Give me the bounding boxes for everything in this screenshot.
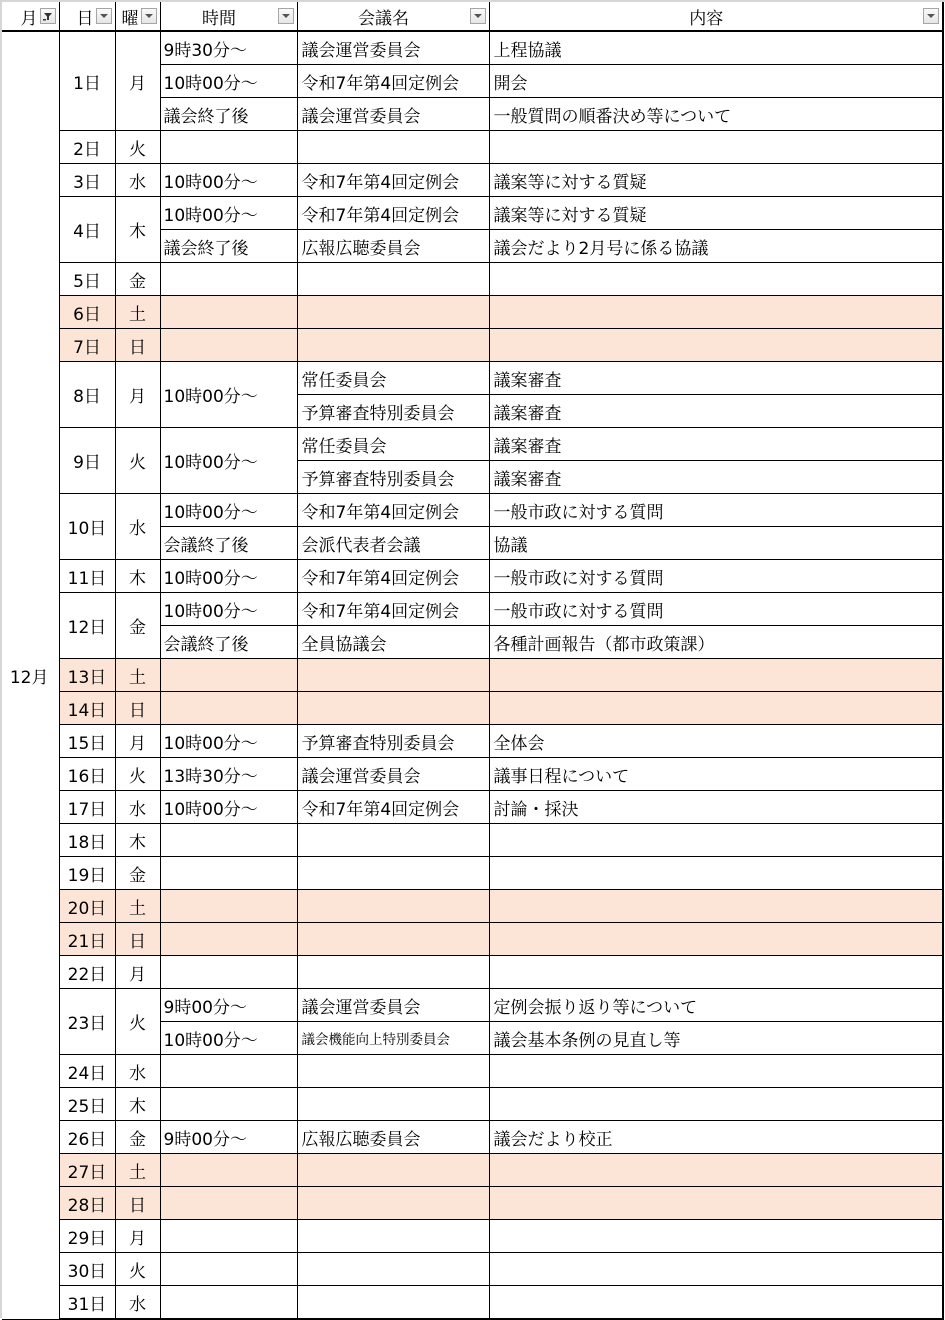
content-cell[interactable]	[489, 692, 943, 725]
meeting-name-cell[interactable]: 広報広聴委員会	[297, 230, 489, 263]
time-cell[interactable]	[160, 1154, 297, 1187]
meeting-name-cell[interactable]	[297, 1253, 489, 1286]
meeting-name-cell[interactable]: 令和7年第4回定例会	[297, 593, 489, 626]
day-cell[interactable]: 4日	[59, 197, 115, 263]
header-row	[2, 2, 943, 31]
dropdown-arrow-icon[interactable]	[923, 8, 939, 24]
time-cell[interactable]	[160, 329, 297, 362]
content-cell[interactable]: 議会だより2月号に係る協議	[489, 230, 943, 263]
table-row	[2, 1253, 943, 1286]
day-cell[interactable]: 29日	[59, 1220, 115, 1253]
content-cell[interactable]	[489, 296, 943, 329]
content-cell[interactable]	[489, 1286, 943, 1320]
meeting-name-cell[interactable]	[297, 857, 489, 890]
content-cell[interactable]: 一般質問の順番決め等について	[489, 98, 943, 131]
column-header-day	[59, 2, 115, 31]
table-row	[2, 560, 943, 593]
weekday-cell[interactable]: 月	[115, 31, 160, 131]
time-cell[interactable]	[160, 692, 297, 725]
content-cell[interactable]	[489, 329, 943, 362]
weekday-cell[interactable]: 火	[115, 1253, 160, 1286]
meeting-name-cell[interactable]: 議会運営委員会	[297, 31, 489, 65]
time-cell[interactable]	[160, 956, 297, 989]
time-cell[interactable]	[160, 1286, 297, 1320]
filter-active-icon[interactable]	[40, 8, 56, 24]
weekday-cell[interactable]: 水	[115, 164, 160, 197]
content-cell[interactable]	[489, 1253, 943, 1286]
content-cell[interactable]: 定例会振り返り等について	[489, 989, 943, 1022]
table-row	[2, 956, 943, 989]
table-row	[2, 725, 943, 758]
table-row	[2, 923, 943, 956]
content-cell[interactable]: 議会だより校正	[489, 1121, 943, 1154]
content-cell[interactable]	[489, 1187, 943, 1220]
meeting-name-cell[interactable]: 令和7年第4回定例会	[297, 494, 489, 527]
meeting-name-cell[interactable]	[297, 659, 489, 692]
column-label: 月	[20, 8, 38, 29]
weekday-cell[interactable]: 金	[115, 593, 160, 659]
weekday-cell[interactable]: 月	[115, 362, 160, 428]
time-cell[interactable]	[160, 1253, 297, 1286]
weekday-cell[interactable]: 金	[115, 263, 160, 296]
day-cell[interactable]: 20日	[59, 890, 115, 923]
column-label: 時間	[202, 8, 236, 29]
weekday-cell[interactable]: 火	[115, 989, 160, 1055]
weekday-cell[interactable]: 金	[115, 1121, 160, 1154]
time-cell[interactable]	[160, 131, 297, 164]
meeting-name-cell[interactable]: 令和7年第4回定例会	[297, 197, 489, 230]
day-cell[interactable]: 28日	[59, 1187, 115, 1220]
time-cell[interactable]: 議会終了後	[160, 230, 297, 263]
meeting-name-cell[interactable]	[297, 296, 489, 329]
time-cell[interactable]	[160, 1088, 297, 1121]
day-cell[interactable]: 18日	[59, 824, 115, 857]
time-cell[interactable]: 議会終了後	[160, 98, 297, 131]
table-row	[2, 362, 943, 395]
day-cell[interactable]: 16日	[59, 758, 115, 791]
day-cell[interactable]: 3日	[59, 164, 115, 197]
meeting-name-cell[interactable]: 予算審査特別委員会	[297, 395, 489, 428]
content-cell[interactable]: 一般市政に対する質問	[489, 560, 943, 593]
weekday-cell[interactable]: 水	[115, 494, 160, 560]
dropdown-arrow-icon[interactable]	[96, 8, 112, 24]
meeting-name-cell[interactable]: 広報広聴委員会	[297, 1121, 489, 1154]
content-cell[interactable]	[489, 1055, 943, 1088]
day-cell[interactable]: 7日	[59, 329, 115, 362]
table-row	[2, 131, 943, 164]
content-cell[interactable]: 討論・採決	[489, 791, 943, 824]
time-cell[interactable]: 10時00分～	[160, 494, 297, 527]
table-row	[2, 758, 943, 791]
day-cell[interactable]: 17日	[59, 791, 115, 824]
day-cell[interactable]: 13日	[59, 659, 115, 692]
day-cell[interactable]: 8日	[59, 362, 115, 428]
day-cell[interactable]: 14日	[59, 692, 115, 725]
day-cell[interactable]: 22日	[59, 956, 115, 989]
meeting-name-cell[interactable]: 令和7年第4回定例会	[297, 560, 489, 593]
content-cell[interactable]	[489, 890, 943, 923]
time-cell[interactable]: 10時00分～	[160, 197, 297, 230]
meeting-name-cell[interactable]: 全員協議会	[297, 626, 489, 659]
time-cell[interactable]: 10時00分～	[160, 725, 297, 758]
day-cell[interactable]: 27日	[59, 1154, 115, 1187]
weekday-cell[interactable]: 日	[115, 1187, 160, 1220]
table-row	[2, 1121, 943, 1154]
meeting-name-cell[interactable]	[297, 890, 489, 923]
meeting-name-cell[interactable]	[297, 956, 489, 989]
content-cell[interactable]: 議案審査	[489, 362, 943, 395]
weekday-cell[interactable]: 日	[115, 692, 160, 725]
content-cell[interactable]	[489, 923, 943, 956]
table-row	[2, 1286, 943, 1320]
content-cell[interactable]: 議事日程について	[489, 758, 943, 791]
column-header-content	[489, 2, 943, 31]
meeting-name-cell[interactable]	[297, 923, 489, 956]
content-cell[interactable]	[489, 1154, 943, 1187]
time-cell[interactable]	[160, 890, 297, 923]
weekday-cell[interactable]: 火	[115, 428, 160, 494]
content-cell[interactable]: 上程協議	[489, 31, 943, 65]
time-cell[interactable]	[160, 857, 297, 890]
table-row	[2, 890, 943, 923]
meeting-name-cell[interactable]	[297, 824, 489, 857]
content-cell[interactable]	[489, 1220, 943, 1253]
meeting-name-cell[interactable]: 議会運営委員会	[297, 758, 489, 791]
meeting-name-cell[interactable]: 予算審査特別委員会	[297, 461, 489, 494]
time-cell[interactable]: 会議終了後	[160, 626, 297, 659]
table-row	[2, 428, 943, 461]
meeting-name-cell[interactable]	[297, 1286, 489, 1320]
day-cell[interactable]: 2日	[59, 131, 115, 164]
content-cell[interactable]	[489, 824, 943, 857]
column-header-month	[2, 2, 59, 31]
column-label: 曜	[121, 8, 139, 29]
day-cell[interactable]: 1日	[59, 31, 115, 131]
time-cell[interactable]	[160, 824, 297, 857]
meeting-name-cell[interactable]	[297, 131, 489, 164]
time-cell[interactable]: 9時00分～	[160, 989, 297, 1022]
day-cell[interactable]: 25日	[59, 1088, 115, 1121]
meeting-name-cell[interactable]: 令和7年第4回定例会	[297, 65, 489, 98]
column-header-weekday	[115, 2, 160, 31]
meeting-name-cell[interactable]: 常任委員会	[297, 428, 489, 461]
time-cell[interactable]: 10時00分～	[160, 428, 297, 494]
time-cell[interactable]	[160, 659, 297, 692]
content-cell[interactable]: 一般市政に対する質問	[489, 593, 943, 626]
weekday-cell[interactable]: 土	[115, 659, 160, 692]
time-cell[interactable]: 10時00分～	[160, 362, 297, 428]
time-cell[interactable]: 10時00分～	[160, 791, 297, 824]
table-row	[2, 197, 943, 230]
content-cell[interactable]: 一般市政に対する質問	[489, 494, 943, 527]
content-cell[interactable]	[489, 956, 943, 989]
meeting-name-cell[interactable]	[297, 263, 489, 296]
time-cell[interactable]: 13時30分～	[160, 758, 297, 791]
day-cell[interactable]: 19日	[59, 857, 115, 890]
content-cell[interactable]: 議会基本条例の見直し等	[489, 1022, 943, 1055]
time-cell[interactable]	[160, 923, 297, 956]
meeting-name-cell[interactable]	[297, 329, 489, 362]
column-label: 日	[76, 8, 94, 29]
weekday-cell[interactable]: 日	[115, 329, 160, 362]
table-row	[2, 857, 943, 890]
content-cell[interactable]	[489, 857, 943, 890]
weekday-cell[interactable]: 木	[115, 197, 160, 263]
month-cell[interactable]: 12月	[2, 31, 59, 1319]
day-cell[interactable]: 31日	[59, 1286, 115, 1320]
table-row	[2, 824, 943, 857]
dropdown-arrow-icon[interactable]	[141, 8, 157, 24]
content-cell[interactable]	[489, 131, 943, 164]
weekday-cell[interactable]: 水	[115, 791, 160, 824]
table-row	[2, 1187, 943, 1220]
schedule-body	[2, 31, 943, 1319]
content-cell[interactable]: 議案等に対する質疑	[489, 197, 943, 230]
weekday-cell[interactable]: 火	[115, 758, 160, 791]
weekday-cell[interactable]: 月	[115, 956, 160, 989]
dropdown-arrow-icon[interactable]	[278, 8, 294, 24]
weekday-cell[interactable]: 水	[115, 1055, 160, 1088]
meeting-name-cell[interactable]: 常任委員会	[297, 362, 489, 395]
day-cell[interactable]: 24日	[59, 1055, 115, 1088]
content-cell[interactable]: 議案審査	[489, 395, 943, 428]
content-cell[interactable]	[489, 263, 943, 296]
day-cell[interactable]: 21日	[59, 923, 115, 956]
dropdown-arrow-icon[interactable]	[470, 8, 486, 24]
meeting-name-cell[interactable]: 会派代表者会議	[297, 527, 489, 560]
day-cell[interactable]: 26日	[59, 1121, 115, 1154]
column-label: 会議名	[358, 8, 409, 29]
table-row	[2, 1154, 943, 1187]
meeting-name-cell[interactable]: 令和7年第4回定例会	[297, 164, 489, 197]
council-schedule-table	[2, 2, 944, 1320]
time-cell[interactable]: 10時00分～	[160, 560, 297, 593]
column-label: 内容	[689, 8, 724, 29]
meeting-name-cell[interactable]: 令和7年第4回定例会	[297, 791, 489, 824]
day-cell[interactable]: 9日	[59, 428, 115, 494]
table-row	[2, 1088, 943, 1121]
content-cell[interactable]	[489, 1088, 943, 1121]
time-cell[interactable]	[160, 1055, 297, 1088]
meeting-name-cell[interactable]	[297, 1055, 489, 1088]
meeting-name-cell[interactable]	[297, 1088, 489, 1121]
table-row	[2, 494, 943, 527]
table-row	[2, 1220, 943, 1253]
time-cell[interactable]: 10時00分～	[160, 1022, 297, 1055]
day-cell[interactable]: 5日	[59, 263, 115, 296]
column-header-meeting	[297, 2, 489, 31]
table-row	[2, 296, 943, 329]
table-row	[2, 692, 943, 725]
day-cell[interactable]: 12日	[59, 593, 115, 659]
meeting-name-cell[interactable]: 議会機能向上特別委員会	[297, 1022, 489, 1055]
table-row	[2, 593, 943, 626]
day-cell[interactable]: 23日	[59, 989, 115, 1055]
weekday-cell[interactable]: 月	[115, 1220, 160, 1253]
weekday-cell[interactable]: 木	[115, 824, 160, 857]
weekday-cell[interactable]: 火	[115, 131, 160, 164]
time-cell[interactable]	[160, 296, 297, 329]
table-row	[2, 989, 943, 1022]
day-cell[interactable]: 30日	[59, 1253, 115, 1286]
weekday-cell[interactable]: 月	[115, 725, 160, 758]
weekday-cell[interactable]: 土	[115, 296, 160, 329]
weekday-cell[interactable]: 金	[115, 857, 160, 890]
content-cell[interactable]: 議案審査	[489, 428, 943, 461]
content-cell[interactable]: 開会	[489, 65, 943, 98]
meeting-name-cell[interactable]	[297, 1220, 489, 1253]
content-cell[interactable]: 各種計画報告（都市政策課）	[489, 626, 943, 659]
content-cell[interactable]: 全体会	[489, 725, 943, 758]
time-cell[interactable]: 10時00分～	[160, 593, 297, 626]
time-cell[interactable]: 9時30分～	[160, 31, 297, 65]
table-row	[2, 1055, 943, 1088]
time-cell[interactable]: 10時00分～	[160, 164, 297, 197]
day-cell[interactable]: 15日	[59, 725, 115, 758]
table-row	[2, 164, 943, 197]
meeting-name-cell[interactable]	[297, 1154, 489, 1187]
content-cell[interactable]	[489, 659, 943, 692]
meeting-name-cell[interactable]: 議会運営委員会	[297, 98, 489, 131]
table-row	[2, 31, 943, 65]
content-cell[interactable]: 協議	[489, 527, 943, 560]
time-cell[interactable]	[160, 263, 297, 296]
weekday-cell[interactable]: 水	[115, 1286, 160, 1320]
weekday-cell[interactable]: 土	[115, 890, 160, 923]
time-cell[interactable]	[160, 1220, 297, 1253]
time-cell[interactable]: 会議終了後	[160, 527, 297, 560]
time-cell[interactable]: 9時00分～	[160, 1121, 297, 1154]
meeting-name-cell[interactable]	[297, 1187, 489, 1220]
day-cell[interactable]: 6日	[59, 296, 115, 329]
meeting-name-cell[interactable]: 予算審査特別委員会	[297, 725, 489, 758]
weekday-cell[interactable]: 木	[115, 1088, 160, 1121]
column-header-time	[160, 2, 297, 31]
meeting-name-cell[interactable]	[297, 692, 489, 725]
table-row	[2, 659, 943, 692]
meeting-name-cell[interactable]: 議会運営委員会	[297, 989, 489, 1022]
table-row	[2, 329, 943, 362]
content-cell[interactable]: 議案等に対する質疑	[489, 164, 943, 197]
time-cell[interactable]: 10時00分～	[160, 65, 297, 98]
content-cell[interactable]: 議案審査	[489, 461, 943, 494]
time-cell[interactable]	[160, 1187, 297, 1220]
day-cell[interactable]: 10日	[59, 494, 115, 560]
weekday-cell[interactable]: 日	[115, 923, 160, 956]
weekday-cell[interactable]: 土	[115, 1154, 160, 1187]
day-cell[interactable]: 11日	[59, 560, 115, 593]
weekday-cell[interactable]: 木	[115, 560, 160, 593]
table-row	[2, 263, 943, 296]
table-row	[2, 791, 943, 824]
